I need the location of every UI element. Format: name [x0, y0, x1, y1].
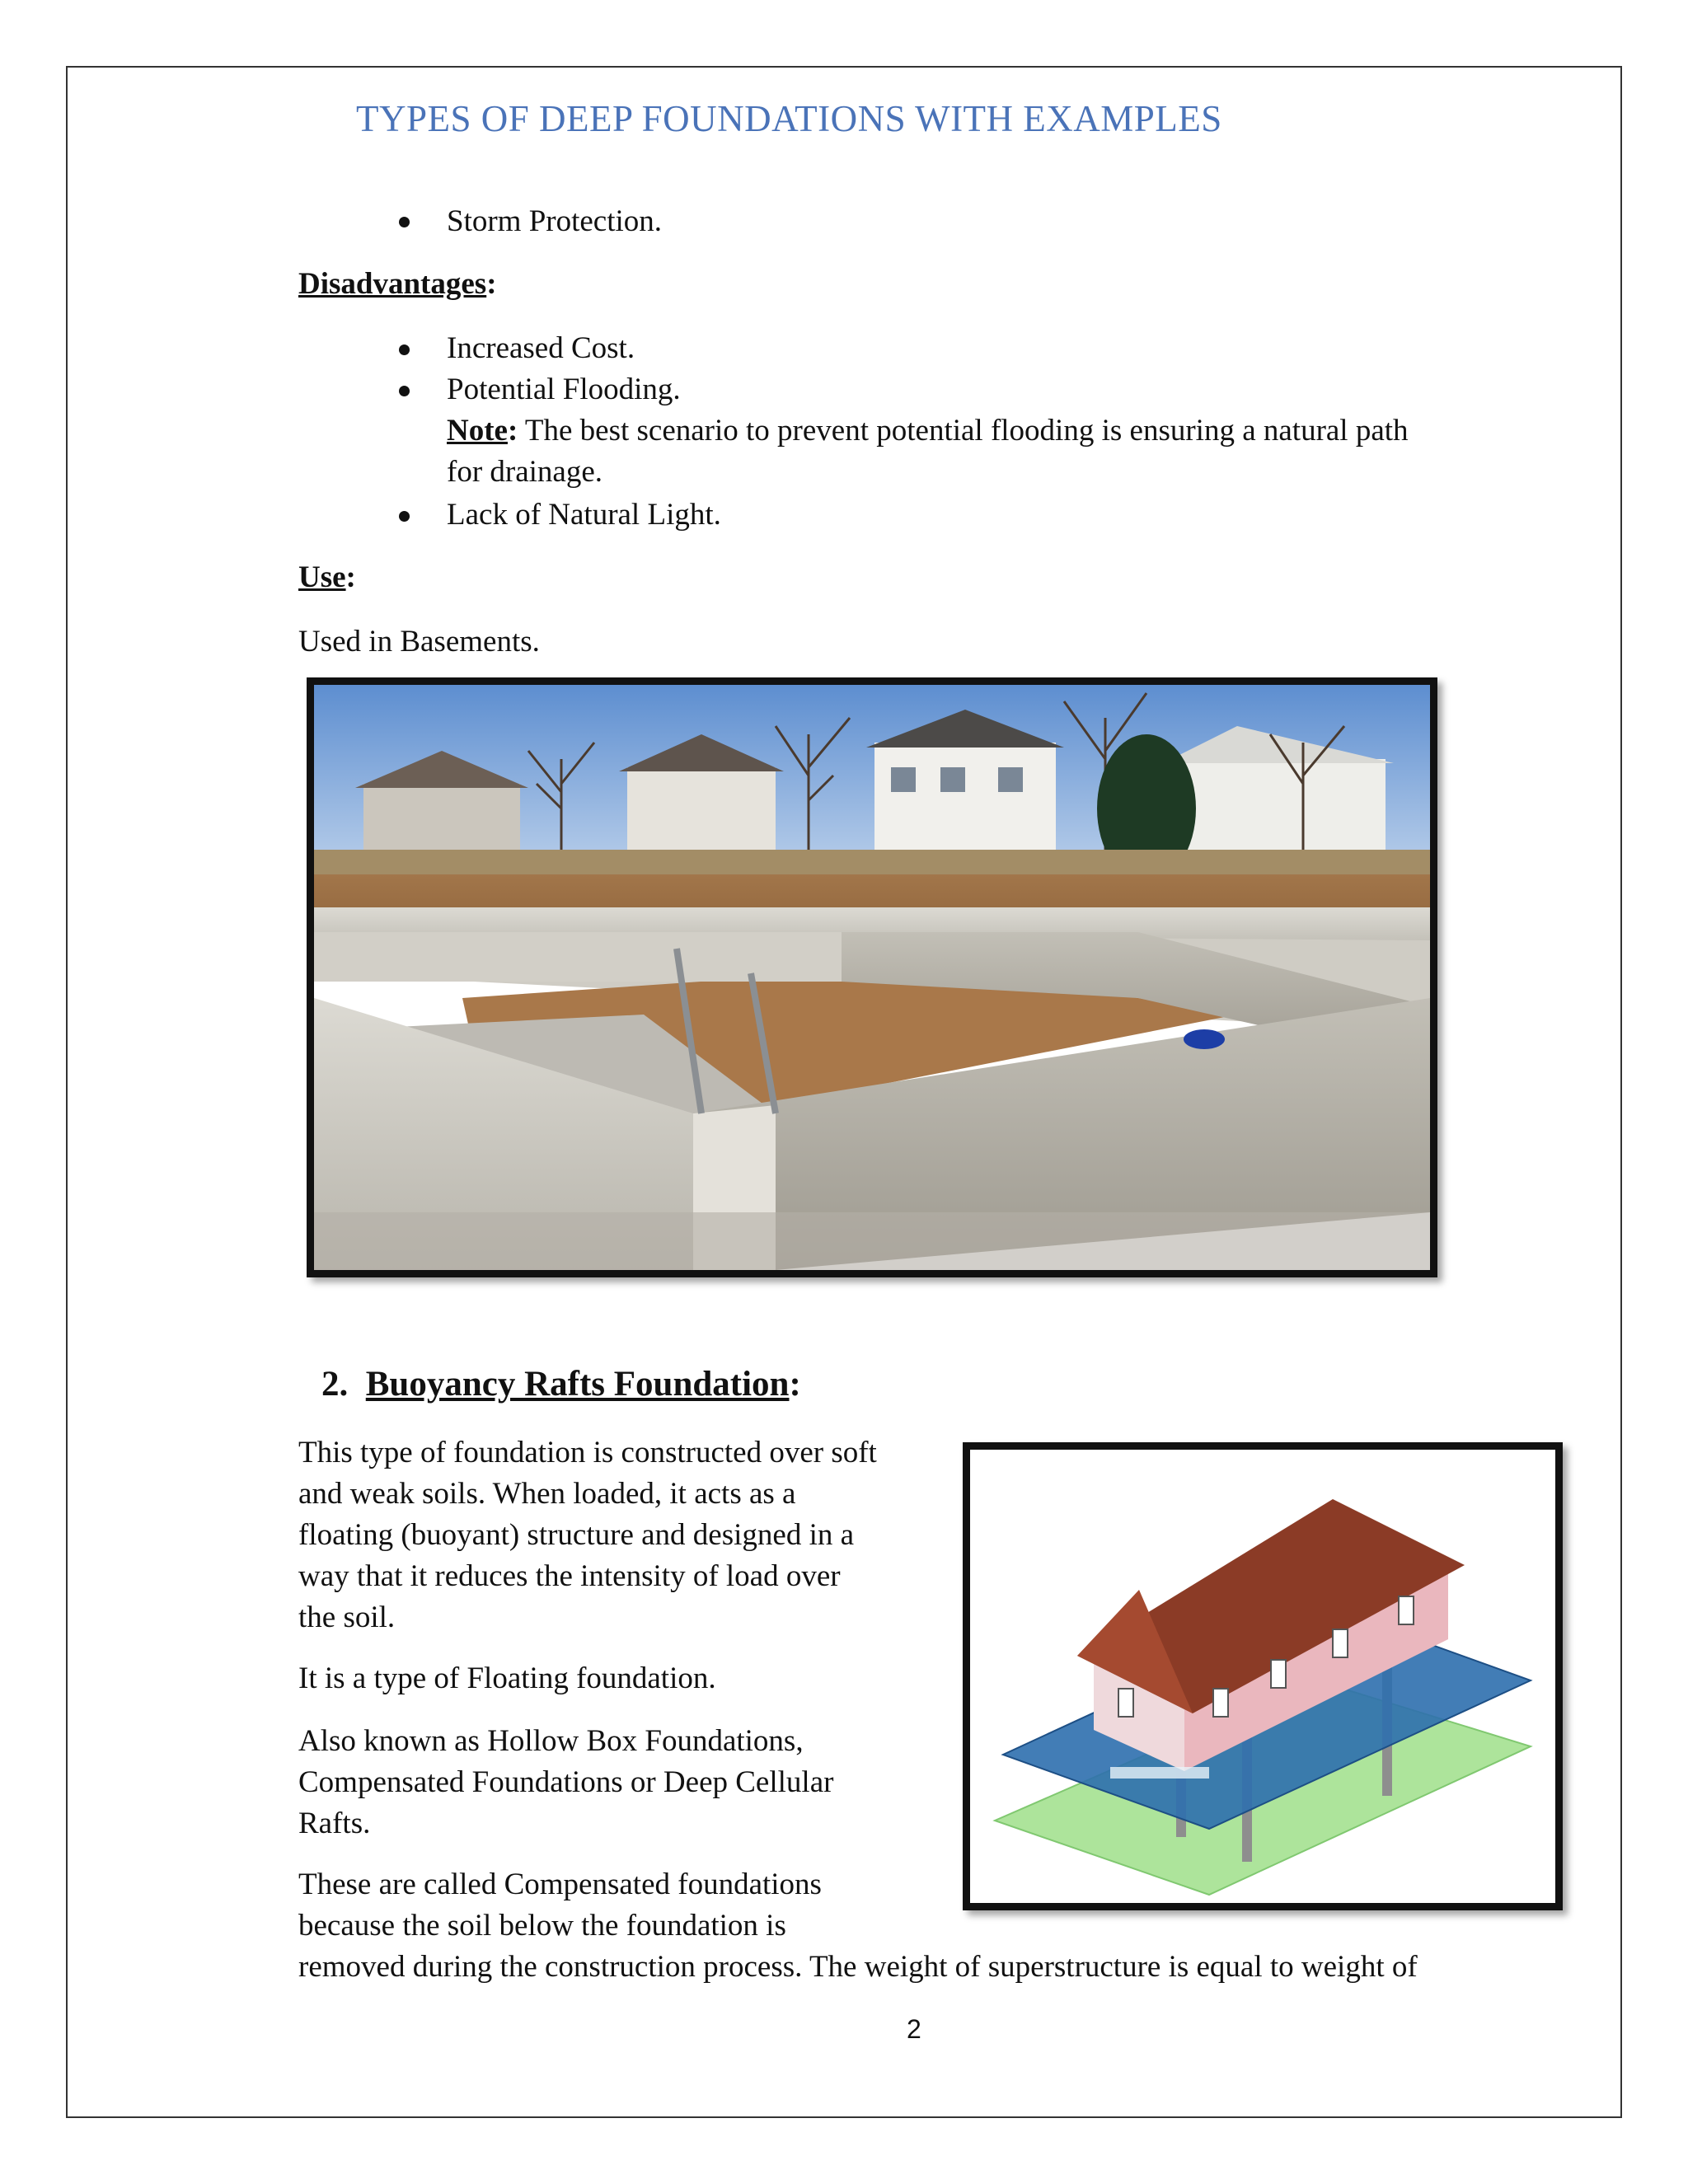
- floating-house-illustration: [970, 1450, 1555, 1903]
- note-colon: :: [507, 414, 518, 448]
- bullet-dot: [399, 344, 410, 355]
- page-number: 2: [907, 2014, 921, 2044]
- paragraph-line: Also known as Hollow Box Foundations,: [298, 1724, 804, 1758]
- paragraph-line: floating (buoyant) structure and designed in a: [298, 1518, 855, 1552]
- disadvantages-colon: :: [486, 267, 497, 301]
- bullet-dot: [399, 217, 410, 227]
- use-label: Use: [298, 560, 346, 594]
- note-line: [447, 410, 1409, 452]
- list-item: Potential Flooding.: [447, 373, 681, 406]
- buoyancy-raft-diagram: [963, 1442, 1563, 1910]
- disadvantages-heading: [298, 264, 497, 305]
- use-colon: :: [345, 560, 356, 594]
- paragraph-line: the soil.: [298, 1601, 396, 1634]
- disadvantages-label: Disadvantages: [298, 267, 487, 301]
- section-colon: :: [789, 1365, 801, 1404]
- list-item: Increased Cost.: [447, 331, 635, 365]
- page-title: TYPES OF DEEP FOUNDATIONS WITH EXAMPLES: [356, 98, 1222, 139]
- paragraph-line: way that it reduces the intensity of load over: [298, 1559, 841, 1593]
- section-number: 2.: [321, 1365, 349, 1404]
- use-heading: [298, 557, 356, 598]
- note-text: The best scenario to prevent potential flooding is ensuring a natural path: [518, 414, 1409, 448]
- use-text: Used in Basements.: [298, 625, 540, 658]
- basement-foundation-photo: [307, 677, 1437, 1277]
- note-text-continued: for drainage.: [447, 455, 603, 489]
- list-item: Storm Protection.: [447, 204, 663, 238]
- bullet-dot: [399, 386, 410, 396]
- paragraph-line: removed during the construction process. The weight of superstructure is equal to weight of: [298, 1950, 1418, 1984]
- section-title: Buoyancy Rafts Foundation: [365, 1365, 790, 1404]
- paragraph-line: and weak soils. When loaded, it acts as a: [298, 1477, 796, 1511]
- bullet-dot: [399, 511, 410, 522]
- basement-foundation-illustration: [314, 685, 1430, 1270]
- paragraph-line: Rafts.: [298, 1807, 371, 1840]
- section-heading: [321, 1364, 801, 1404]
- paragraph-line: This type of foundation is constructed over soft: [298, 1436, 877, 1469]
- paragraph-line: It is a type of Floating foundation.: [298, 1661, 716, 1695]
- list-item: Lack of Natural Light.: [447, 498, 721, 532]
- paragraph-line: Compensated Foundations or Deep Cellular: [298, 1765, 834, 1799]
- note-label: Note: [447, 414, 508, 448]
- paragraph-line: These are called Compensated foundations: [298, 1868, 822, 1901]
- paragraph-line: because the soil below the foundation is: [298, 1909, 786, 1943]
